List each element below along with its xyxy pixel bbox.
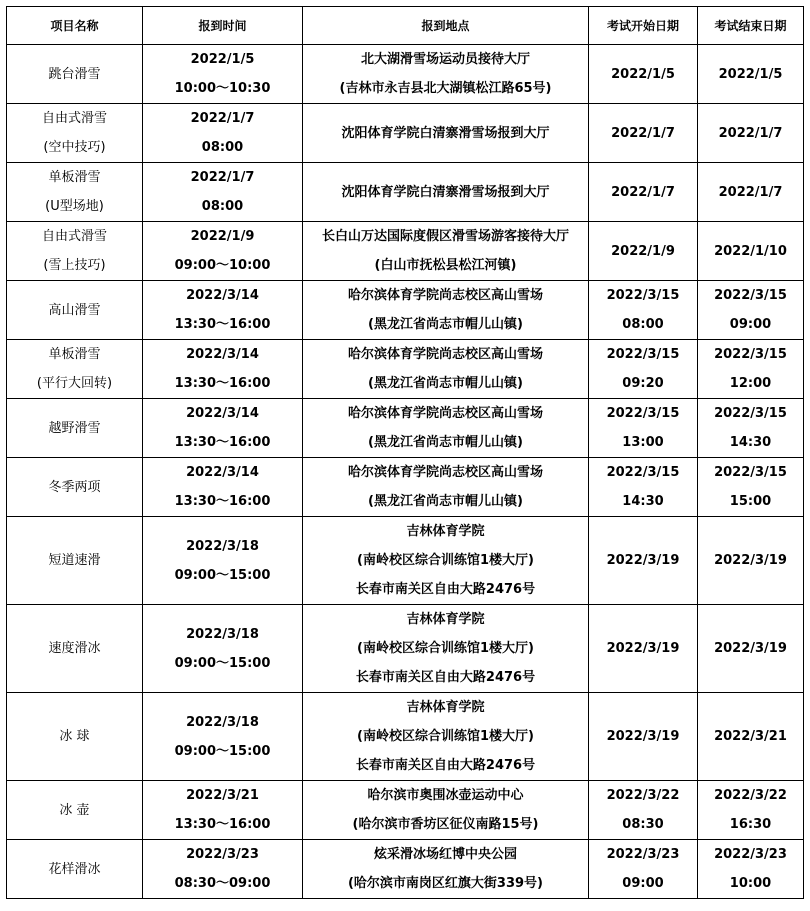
cell-line: 2022/3/19: [714, 641, 787, 656]
cell-line: 北大湖滑雪场运动员接待大厅: [360, 52, 530, 67]
exam-end-cell: [698, 45, 804, 104]
exam-end-cell: [698, 458, 804, 517]
report-location-cell: [303, 222, 589, 281]
event-name-cell: [7, 222, 143, 281]
event-name-cell: [7, 781, 143, 840]
report-location-cell: [303, 399, 589, 458]
report-time-cell: [143, 781, 303, 840]
report-time-cell: [143, 517, 303, 605]
cell-line: 14:30: [729, 435, 772, 450]
cell-line: 08:30～09:00: [174, 876, 271, 891]
exam-start-cell: [589, 458, 698, 517]
cell-line: (U型场地): [45, 199, 104, 214]
event-name-cell: [7, 693, 143, 781]
exam-start-cell: [589, 605, 698, 693]
cell-line: 08:00: [622, 317, 664, 332]
cell-line: 2022/1/5: [611, 66, 675, 82]
cell-line: 09:00: [729, 317, 772, 332]
report-time-cell: [143, 222, 303, 281]
exam-end-cell: [698, 517, 804, 605]
cell-line: 13:30～16:00: [174, 317, 271, 332]
cell-line: 2022/3/21: [714, 729, 787, 744]
table-row: [7, 163, 804, 222]
cell-line: (哈尔滨市南岗区红旗大街339号): [347, 876, 544, 891]
cell-line: 2022/3/23: [606, 847, 680, 862]
cell-line: 2022/3/14: [186, 465, 259, 480]
cell-line: 吉林体育学院: [406, 524, 485, 539]
cell-line: 13:30～16:00: [174, 494, 271, 509]
cell-line: 高山滑雪: [48, 302, 101, 318]
cell-line: (黑龙江省尚志市帽儿山镇): [368, 435, 523, 450]
table-row: [7, 781, 804, 840]
report-location-cell: [303, 45, 589, 104]
report-time-cell: [143, 45, 303, 104]
cell-line: 哈尔滨体育学院尚志校区高山雪场: [347, 406, 543, 421]
event-name-cell: [7, 45, 143, 104]
cell-line: 2022/3/15: [606, 347, 680, 362]
cell-line: (黑龙江省尚志市帽儿山镇): [368, 317, 523, 332]
report-time-cell: [143, 458, 303, 517]
cell-line: 自由式滑雪: [41, 111, 107, 126]
cell-line: 2022/3/15: [606, 406, 680, 421]
cell-line: 13:00: [622, 435, 664, 450]
table-row: [7, 45, 804, 104]
header-exam-end-date: 考试结束日期: [698, 7, 804, 45]
event-name-cell: [7, 340, 143, 399]
cell-line: 哈尔滨体育学院尚志校区高山雪场: [347, 288, 543, 303]
report-location-cell: [303, 163, 589, 222]
header-report-location: 报到地点: [303, 7, 589, 45]
cell-line: 09:00～15:00: [174, 743, 271, 759]
cell-line: 10:00～10:30: [174, 81, 271, 96]
report-location-cell: [303, 517, 589, 605]
exam-end-cell: [698, 281, 804, 340]
exam-schedule-table: [6, 6, 804, 899]
exam-end-cell: [698, 781, 804, 840]
exam-start-cell: [589, 517, 698, 605]
exam-start-cell: [589, 781, 698, 840]
cell-line: 冰 壶: [59, 802, 90, 818]
cell-line: (吉林市永吉县北大湖镇松江路65号): [339, 81, 552, 96]
exam-start-cell: [589, 840, 698, 899]
cell-line: 2022/3/14: [186, 406, 259, 421]
cell-line: 哈尔滨体育学院尚志校区高山雪场: [347, 465, 543, 480]
cell-line: 2022/1/7: [190, 170, 255, 185]
cell-line: 2022/1/7: [718, 125, 783, 141]
table-row: [7, 605, 804, 693]
cell-line: (哈尔滨市香坊区征仪南路15号): [352, 817, 539, 832]
cell-line: 2022/3/19: [606, 641, 680, 656]
cell-line: (南岭校区综合训练馆1楼大厅): [357, 641, 534, 656]
cell-line: 2022/3/18: [186, 714, 259, 730]
cell-line: 2022/3/18: [186, 626, 259, 642]
report-location-cell: [303, 340, 589, 399]
report-location-cell: [303, 605, 589, 693]
cell-line: 2022/3/15: [714, 347, 787, 362]
cell-line: 2022/3/19: [606, 729, 680, 744]
cell-line: 13:30～16:00: [174, 817, 271, 832]
cell-line: 炫采滑冰场红博中央公园: [373, 847, 517, 862]
cell-line: 2022/3/21: [186, 788, 259, 803]
cell-line: 09:00～15:00: [174, 567, 271, 583]
exam-start-cell: [589, 281, 698, 340]
table-row: [7, 222, 804, 281]
cell-line: 08:00: [201, 140, 244, 155]
report-location-cell: [303, 840, 589, 899]
cell-line: (平行大回转): [36, 376, 113, 391]
table-row: [7, 458, 804, 517]
cell-line: 短道速滑: [48, 553, 101, 568]
cell-line: 沈阳体育学院白清寨滑雪场报到大厅: [341, 184, 550, 200]
table-row: [7, 104, 804, 163]
cell-line: 哈尔滨体育学院尚志校区高山雪场: [347, 347, 543, 362]
cell-line: 吉林体育学院: [406, 612, 485, 627]
report-time-cell: [143, 340, 303, 399]
cell-line: 越野滑雪: [48, 420, 101, 436]
cell-line: 2022/1/5: [718, 66, 783, 82]
event-name-cell: [7, 281, 143, 340]
cell-line: 2022/3/15: [606, 288, 680, 303]
cell-line: 2022/3/22: [714, 788, 787, 803]
report-time-cell: [143, 163, 303, 222]
cell-line: 10:00: [729, 876, 772, 891]
exam-start-cell: [589, 222, 698, 281]
report-time-cell: [143, 399, 303, 458]
report-time-cell: [143, 281, 303, 340]
event-name-cell: [7, 399, 143, 458]
cell-line: (空中技巧): [43, 140, 106, 155]
cell-line: (南岭校区综合训练馆1楼大厅): [357, 553, 534, 568]
table-row: [7, 399, 804, 458]
cell-line: 2022/3/23: [714, 847, 787, 862]
cell-line: (黑龙江省尚志市帽儿山镇): [368, 376, 523, 391]
cell-line: 2022/3/14: [186, 288, 259, 303]
cell-line: 09:00～10:00: [174, 258, 271, 273]
report-time-cell: [143, 840, 303, 899]
cell-line: 2022/1/7: [611, 184, 675, 200]
cell-line: 2022/3/23: [186, 847, 259, 862]
cell-line: 14:30: [622, 494, 664, 509]
exam-end-cell: [698, 104, 804, 163]
cell-line: 2022/3/18: [186, 538, 259, 554]
exam-end-cell: [698, 222, 804, 281]
cell-line: 单板滑雪: [48, 170, 101, 185]
cell-line: 08:30: [622, 817, 664, 832]
cell-line: 13:30～16:00: [174, 376, 271, 391]
exam-start-cell: [589, 340, 698, 399]
cell-line: 09:00～15:00: [174, 655, 271, 671]
cell-line: 长春市南关区自由大路2476号: [355, 670, 536, 685]
cell-line: 2022/1/10: [714, 243, 787, 259]
cell-line: 09:00: [622, 876, 664, 891]
table-row: [7, 840, 804, 899]
cell-line: 2022/3/15: [714, 288, 787, 303]
event-name-cell: [7, 517, 143, 605]
cell-line: 2022/3/15: [714, 465, 787, 480]
report-location-cell: [303, 693, 589, 781]
cell-line: 16:30: [729, 817, 772, 832]
cell-line: (雪上技巧): [43, 258, 106, 273]
report-time-cell: [143, 605, 303, 693]
cell-line: 冬季两项: [48, 479, 101, 495]
cell-line: 2022/3/15: [714, 406, 787, 421]
cell-line: 长春市南关区自由大路2476号: [355, 582, 536, 597]
header-exam-start-date: 考试开始日期: [589, 7, 698, 45]
cell-line: 15:00: [729, 494, 772, 509]
exam-start-cell: [589, 45, 698, 104]
table-row: [7, 281, 804, 340]
cell-line: 2022/1/5: [190, 52, 255, 67]
exam-start-cell: [589, 163, 698, 222]
cell-line: 08:00: [201, 199, 244, 214]
table-row: [7, 517, 804, 605]
event-name-cell: [7, 458, 143, 517]
header-report-time: 报到时间: [143, 7, 303, 45]
cell-line: 13:30～16:00: [174, 435, 271, 450]
exam-end-cell: [698, 693, 804, 781]
exam-start-cell: [589, 693, 698, 781]
cell-line: 单板滑雪: [48, 347, 101, 362]
cell-line: (黑龙江省尚志市帽儿山镇): [368, 494, 523, 509]
cell-line: 长春市南关区自由大路2476号: [355, 758, 536, 773]
exam-start-cell: [589, 104, 698, 163]
cell-line: 2022/1/7: [190, 111, 255, 126]
report-location-cell: [303, 781, 589, 840]
cell-line: 吉林体育学院: [406, 700, 485, 715]
cell-line: (南岭校区综合训练馆1楼大厅): [357, 729, 534, 744]
report-location-cell: [303, 458, 589, 517]
cell-line: 2022/3/19: [606, 553, 680, 568]
header-row: [7, 7, 804, 45]
cell-line: 12:00: [729, 376, 772, 391]
cell-line: 2022/1/9: [611, 243, 675, 259]
cell-line: 2022/3/22: [606, 788, 680, 803]
exam-start-cell: [589, 399, 698, 458]
exam-end-cell: [698, 840, 804, 899]
event-name-cell: [7, 104, 143, 163]
exam-end-cell: [698, 163, 804, 222]
exam-end-cell: [698, 605, 804, 693]
cell-line: 速度滑冰: [48, 641, 101, 656]
cell-line: 长白山万达国际度假区滑雪场游客接待大厅: [321, 229, 569, 244]
cell-line: 跳台滑雪: [48, 66, 101, 82]
report-time-cell: [143, 104, 303, 163]
event-name-cell: [7, 840, 143, 899]
cell-line: 2022/3/19: [714, 553, 787, 568]
header-event-name: 项目名称: [7, 7, 143, 45]
cell-line: 自由式滑雪: [41, 229, 107, 244]
report-location-cell: [303, 104, 589, 163]
cell-line: 2022/1/7: [611, 125, 675, 141]
report-location-cell: [303, 281, 589, 340]
exam-end-cell: [698, 340, 804, 399]
cell-line: 哈尔滨市奥围冰壶运动中心: [367, 788, 524, 803]
cell-line: 花样滑冰: [48, 861, 101, 877]
event-name-cell: [7, 605, 143, 693]
exam-end-cell: [698, 399, 804, 458]
report-time-cell: [143, 693, 303, 781]
cell-line: 2022/1/9: [190, 229, 255, 244]
table-row: [7, 693, 804, 781]
cell-line: 2022/1/7: [718, 184, 783, 200]
cell-line: 冰 球: [59, 729, 90, 744]
table-row: [7, 340, 804, 399]
cell-line: 09:20: [622, 376, 664, 391]
cell-line: 2022/3/14: [186, 347, 259, 362]
cell-line: 2022/3/15: [606, 465, 680, 480]
event-name-cell: [7, 163, 143, 222]
cell-line: 沈阳体育学院白清寨滑雪场报到大厅: [341, 125, 550, 141]
cell-line: (白山市抚松县松江河镇): [374, 258, 517, 273]
